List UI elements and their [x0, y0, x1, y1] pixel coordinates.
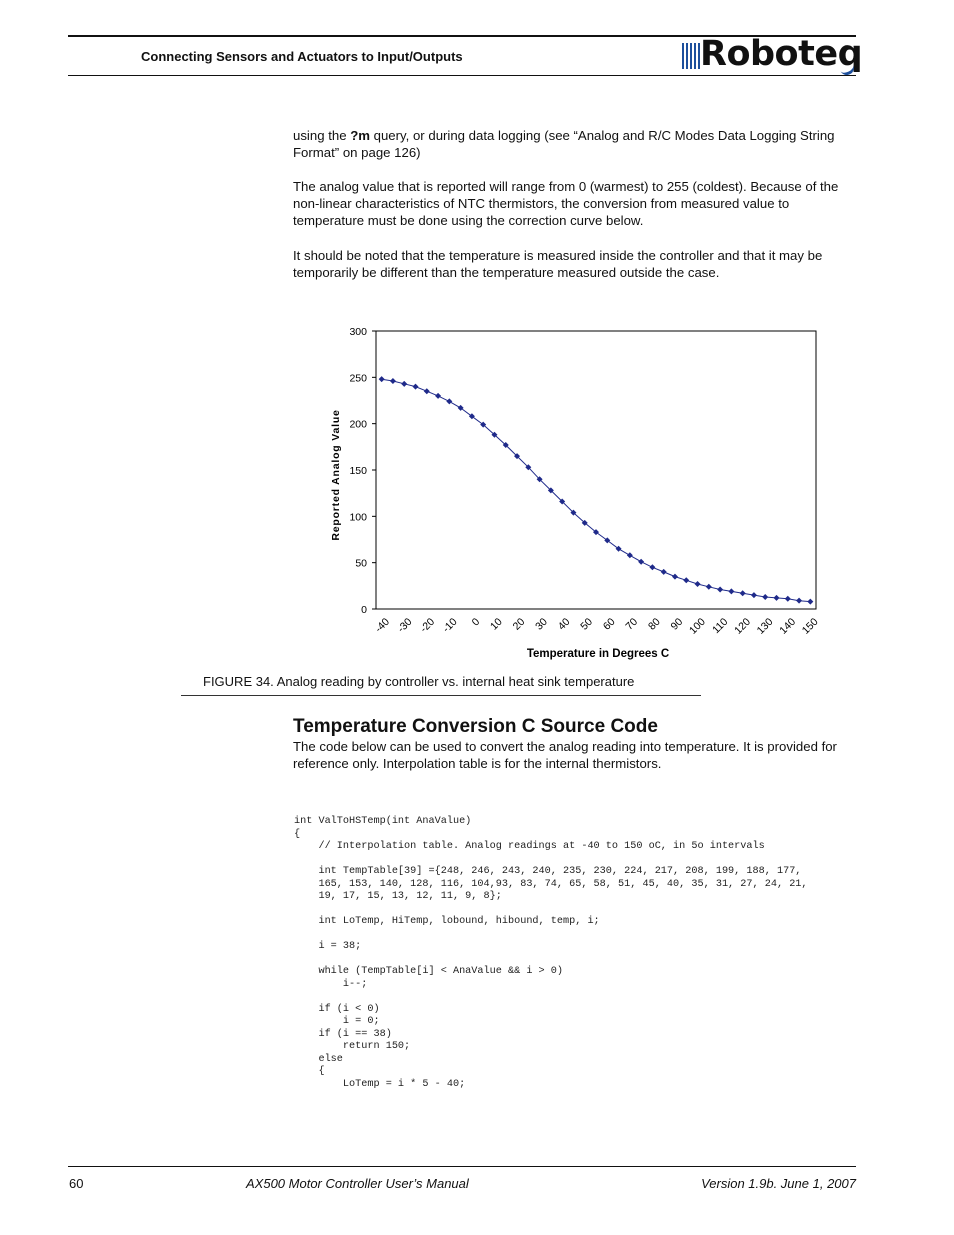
- x-tick-label: 100: [686, 615, 708, 637]
- header-rule-bottom: [68, 75, 856, 76]
- x-tick-label: -30: [395, 615, 415, 636]
- page-number: 60: [69, 1176, 84, 1191]
- y-tick-label: 300: [349, 326, 367, 338]
- x-tick-label: 20: [510, 615, 528, 633]
- x-tick-label: 70: [623, 615, 641, 633]
- y-tick-label: 0: [361, 604, 367, 616]
- x-tick-label: 30: [533, 615, 550, 633]
- header-title: Connecting Sensors and Actuators to Input/Outputs: [141, 49, 463, 64]
- x-tick-label: 0: [469, 615, 483, 629]
- figure-rule: [181, 695, 701, 696]
- y-tick-label: 100: [349, 511, 367, 524]
- x-tick-label: 110: [710, 615, 731, 637]
- y-tick-label: 50: [355, 557, 367, 570]
- version-info: Version 1.9b. June 1, 2007: [701, 1176, 856, 1191]
- x-tick-label: 10: [488, 615, 505, 633]
- p1-post: query, or during data logging (see “Analog and R/C Modes Data Logging String Format” on page 126): [293, 128, 835, 160]
- x-tick-label: 50: [578, 615, 596, 633]
- logo-bars-icon: [682, 43, 700, 69]
- paragraph-analog-range: The analog value that is reported will range from 0 (warmest) to 255 (coldest). Because of the non-linear characteristics of NTC thermistors, the conversion from measured value to temperature must be done using the correction curve below.: [293, 179, 839, 228]
- x-tick-label: 90: [668, 615, 686, 633]
- y-tick-label: 150: [349, 465, 367, 477]
- plot-frame: [376, 331, 816, 609]
- x-tick-label: -10: [440, 615, 460, 636]
- x-tick-label: -20: [417, 615, 438, 636]
- x-tick-label: 80: [645, 615, 663, 633]
- y-tick-label: 250: [349, 372, 367, 385]
- logo-text: Roboteq: [700, 34, 863, 74]
- p1-pre: using the: [293, 128, 351, 143]
- x-tick-label: 40: [555, 615, 573, 633]
- y-axis-title: Reported Analog Value: [330, 409, 342, 541]
- x-tick-label: 130: [754, 615, 776, 637]
- manual-title: AX500 Motor Controller User’s Manual: [246, 1176, 469, 1191]
- query-code: ?m: [350, 128, 370, 143]
- source-code-block: int ValToHSTemp(int AnaValue) { // Interpolation table. Analog readings at -40 to 150 oC, in 5o intervals int TempTable[39] ={248, 246, 243, 240, 235, 230, 224, 217, 208, 199, 188, 177, 165, 153, 140, 128, 116, 104,93, 83, 74, 65, 58, 51, 45, 40, 35, 31, 27, 24, 21, 19, 17, 15, 13, 12, 11, 9, 8}; int LoTemp, HiTemp, lobound, hibound, temp, i; i = 38; while (TempTable[i] < AnaValue && i > 0) i--; if (i < 0) i = 0; if (i == 38) return 150; else { LoTemp = i * 5 - 40;: [294, 816, 808, 1090]
- x-tick-label: 140: [777, 615, 799, 637]
- paragraph-temperature-note: It should be noted that the temperature is measured inside the controller and that it may be temporarily be different than the temperature measured outside the case.: [293, 248, 823, 280]
- x-axis-title: Temperature in Degrees C: [526, 648, 670, 660]
- roboteq-logo: [682, 34, 863, 74]
- paragraph-query: [293, 127, 858, 161]
- section-title: Temperature Conversion C Source Code: [293, 716, 658, 737]
- section-intro: The code below can be used to convert the analog reading into temperature. It is provided for reference only. Interpolation table is for the internal thermistors.: [293, 739, 837, 771]
- x-tick-label: -40: [372, 615, 392, 636]
- footer-rule: [68, 1166, 856, 1167]
- axis-layer: [372, 331, 816, 609]
- figure-caption: FIGURE 34. Analog reading by controller vs. internal heat sink temperature: [203, 674, 635, 689]
- x-tick-label: 60: [600, 615, 618, 633]
- x-tick-label: 120: [732, 615, 753, 637]
- temperature-chart: [320, 320, 830, 665]
- x-tick-label: 150: [799, 615, 821, 637]
- y-tick-label: 200: [349, 418, 367, 431]
